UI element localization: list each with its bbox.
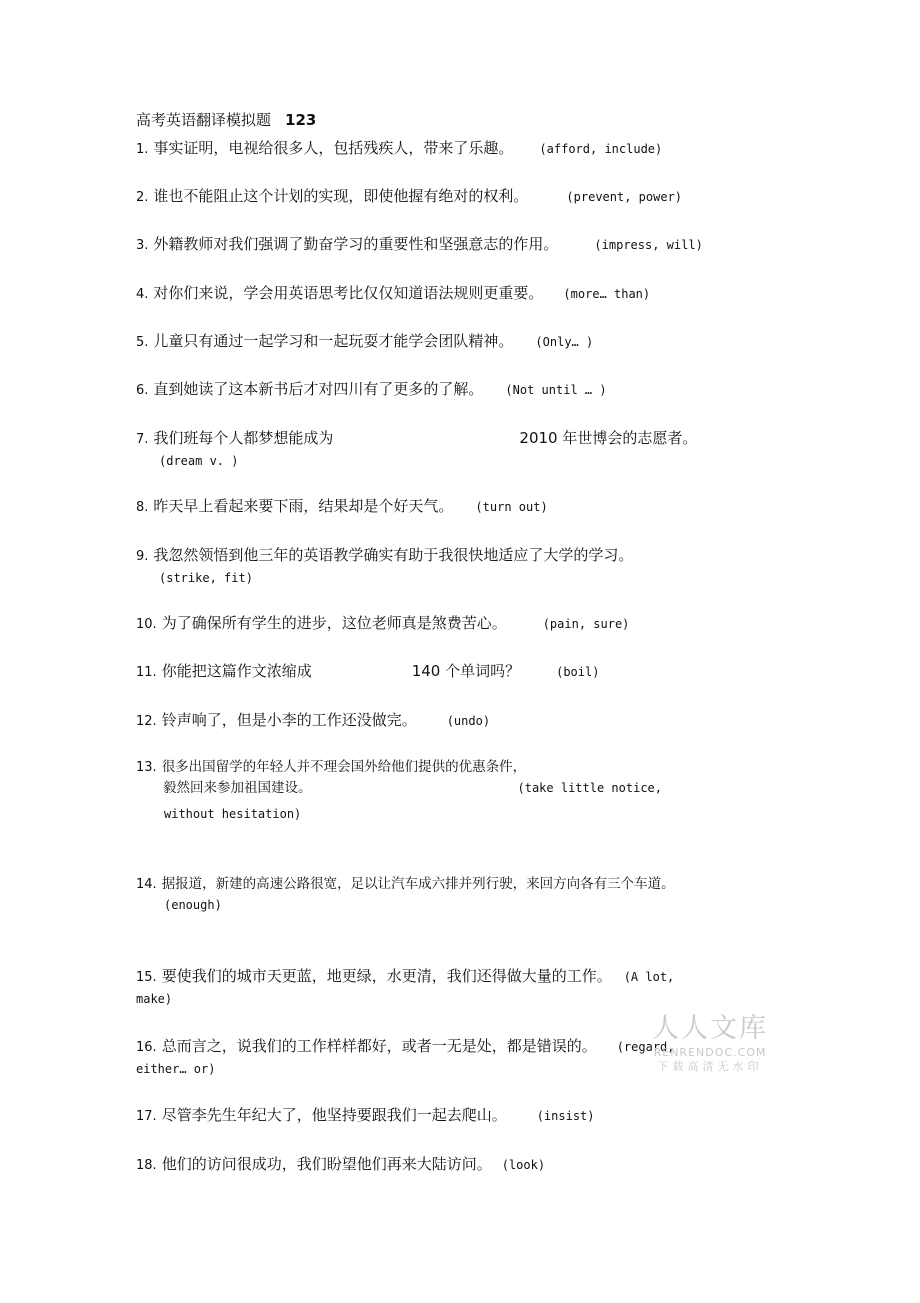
question-number: 16. — [136, 1040, 157, 1055]
title-text: 高考英语翻译模拟题 — [136, 111, 272, 129]
question-8 — [136, 495, 548, 519]
question-hint: (pain, sure) — [542, 617, 630, 631]
question-hint-continued: without hesitation) — [164, 807, 302, 821]
question-18 — [136, 1153, 545, 1177]
question-text: 尽管李先生年纪大了，他坚持要跟我们一起去爬山。 — [161, 1106, 507, 1124]
question-hint: (afford, include) — [539, 142, 663, 156]
question-number: 6. — [136, 383, 149, 398]
question-4 — [136, 282, 650, 306]
question-text-continued: 140 个单词吗？ — [411, 662, 521, 680]
question-text: 要使我们的城市天更蓝，地更绿，水更清，我们还得做大量的工作。 — [161, 967, 612, 985]
question-text: 事实证明，电视给很多人，包括残疾人，带来了乐趣。 — [153, 139, 514, 157]
question-14 — [136, 874, 675, 915]
question-number: 5. — [136, 335, 149, 350]
question-number: 1. — [136, 142, 149, 157]
question-hint: (more… than) — [563, 287, 651, 301]
question-text: 昨天早上看起来要下雨，结果却是个好天气。 — [153, 497, 454, 515]
question-hint: (A lot, — [623, 970, 675, 984]
question-text: 直到她读了这本新书后才对四川有了更多的了解。 — [153, 380, 484, 398]
question-text: 我忽然领悟到他三年的英语教学确实有助于我很快地适应了大学的学习。 — [153, 546, 634, 564]
question-hint: (insist) — [536, 1109, 595, 1123]
question-text: 很多出国留学的年轻人并不理会国外给他们提供的优惠条件， — [161, 759, 527, 775]
question-6 — [136, 378, 607, 402]
question-hint: (look) — [501, 1158, 546, 1172]
question-number: 17. — [136, 1109, 157, 1124]
question-text: 总而言之，说我们的工作样样都好，或者一无是处，都是错误的。 — [161, 1037, 597, 1055]
watermark-brand: 人人文库 — [652, 1013, 768, 1044]
question-number: 11. — [136, 665, 157, 680]
question-13 — [136, 757, 662, 824]
title-number: 123 — [285, 111, 317, 129]
question-hint: (Only… ) — [535, 335, 594, 349]
question-hint: (Not until … ) — [505, 383, 607, 397]
question-3 — [136, 233, 703, 257]
question-hint: (regard, — [616, 1040, 675, 1054]
question-text: 我们班每个人都梦想能成为 — [153, 429, 334, 447]
question-number: 4. — [136, 287, 149, 302]
question-5 — [136, 330, 593, 354]
question-number: 14. — [136, 877, 157, 892]
question-number: 12. — [136, 714, 157, 729]
question-number: 7. — [136, 432, 149, 447]
question-text: 谁也不能阻止这个计划的实现，即使他握有绝对的权利。 — [153, 187, 529, 205]
question-number: 13. — [136, 760, 157, 775]
question-7 — [136, 427, 697, 471]
question-number: 9. — [136, 549, 149, 564]
question-hint: (take little notice, — [517, 781, 662, 795]
question-text: 儿童只有通过一起学习和一起玩耍才能学会团队精神。 — [153, 332, 514, 350]
question-text: 铃声响了，但是小李的工作还没做完。 — [161, 711, 417, 729]
question-1 — [136, 137, 662, 161]
question-12 — [136, 709, 490, 733]
question-hint: (prevent, power) — [566, 190, 683, 204]
document-title — [136, 109, 316, 130]
question-text-continued: 毅然回来参加祖国建设。 — [163, 780, 312, 796]
question-number: 2. — [136, 190, 149, 205]
question-number: 10. — [136, 617, 157, 632]
question-10 — [136, 612, 629, 636]
question-text: 他们的访问很成功，我们盼望他们再来大陆访问。 — [161, 1155, 492, 1173]
question-17 — [136, 1104, 595, 1128]
question-number: 18. — [136, 1158, 157, 1173]
question-hint: (enough) — [164, 898, 222, 912]
question-hint: (turn out) — [475, 500, 548, 514]
question-number: 15. — [136, 970, 157, 985]
question-hint-continued: make) — [136, 992, 173, 1006]
question-text: 对你们来说，学会用英语思考比仅仅知道语法规则更重要。 — [153, 284, 544, 302]
question-hint: (impress, will) — [594, 238, 703, 252]
question-number: 8. — [136, 500, 149, 515]
question-text-continued: 2010 年世博会的志愿者。 — [519, 429, 698, 447]
question-9 — [136, 544, 633, 588]
question-16 — [136, 1035, 675, 1079]
question-text: 为了确保所有学生的进步，这位老师真是煞费苦心。 — [161, 614, 507, 632]
watermark-site: RENRENDOC.COM — [653, 1046, 767, 1059]
question-text: 外籍教师对我们强调了勤奋学习的重要性和坚强意志的作用。 — [153, 235, 559, 253]
question-hint: (strike, fit) — [159, 571, 253, 585]
question-hint-continued: either… or) — [136, 1062, 216, 1076]
question-text: 你能把这篇作文浓缩成 — [161, 662, 312, 680]
question-2 — [136, 185, 682, 209]
question-hint: (undo) — [446, 714, 491, 728]
question-11 — [136, 660, 599, 684]
question-number: 3. — [136, 238, 149, 253]
question-text: 据报道，新建的高速公路很宽，足以让汽车成六排并列行驶，来回方向各有三个车道。 — [161, 876, 675, 892]
question-15 — [136, 965, 674, 1009]
question-hint: (boil) — [556, 665, 600, 679]
question-hint: (dream v. ) — [159, 454, 239, 468]
watermark-tagline: 下载高清无水印 — [657, 1060, 763, 1073]
